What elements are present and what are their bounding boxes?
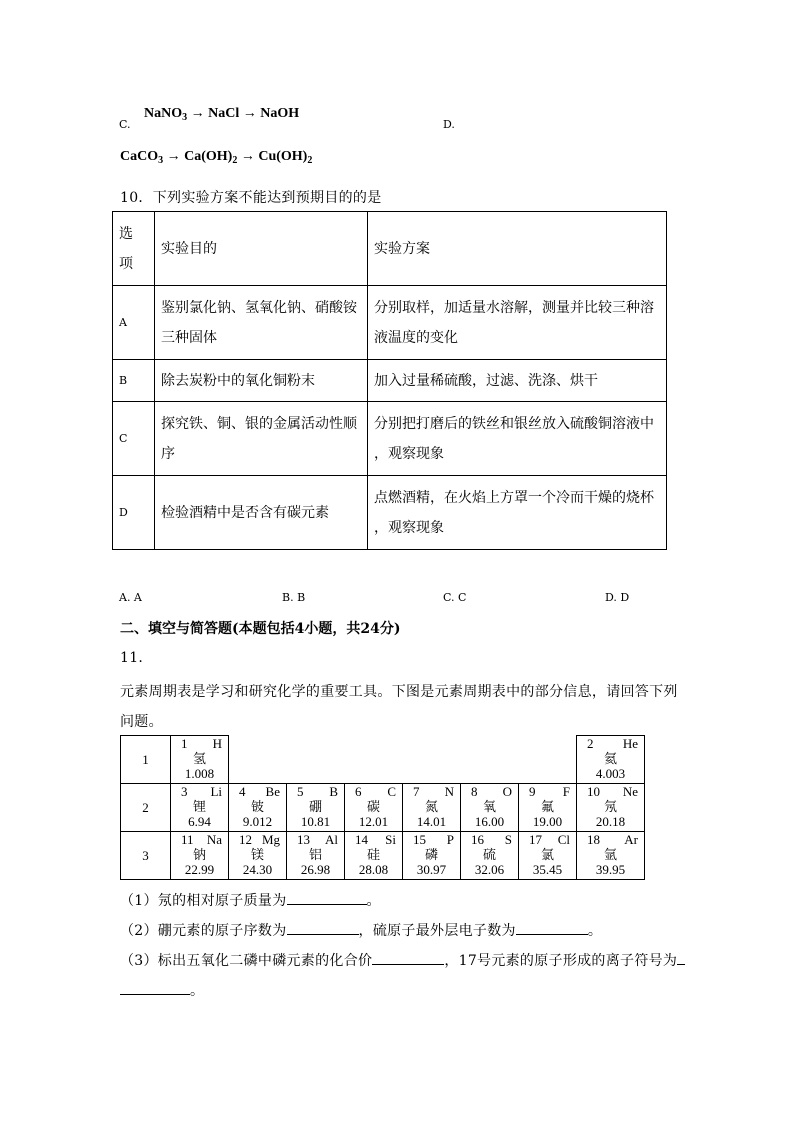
element-symbol: Na bbox=[206, 832, 222, 847]
atomic-number: 11 bbox=[181, 832, 194, 847]
element-name: 氟 bbox=[540, 799, 554, 814]
element-name: 磷 bbox=[424, 847, 438, 862]
table-row: B 除去炭粉中的氧化铜粉末 加入过量稀硫酸，过滤、洗涤、烘干 bbox=[113, 360, 667, 402]
atomic-mass: 10.81 bbox=[300, 814, 331, 829]
table-header-row bbox=[113, 212, 667, 286]
choice-c[interactable]: C. C bbox=[443, 591, 467, 604]
section-2-title: 二、填空与简答题(本题包括4小题，共24分) bbox=[120, 621, 401, 637]
atomic-mass: 16.00 bbox=[474, 814, 505, 829]
atomic-number: 9 bbox=[529, 784, 536, 799]
atomic-number: 8 bbox=[471, 784, 478, 799]
element-symbol: Ne bbox=[622, 784, 638, 799]
element-symbol: Ar bbox=[624, 832, 638, 847]
periodic-table bbox=[120, 735, 644, 879]
element-symbol: S bbox=[504, 832, 512, 847]
atomic-number: 15 bbox=[413, 832, 426, 847]
element-cell bbox=[286, 831, 345, 880]
atomic-number: 17 bbox=[529, 832, 542, 847]
element-name: 硼 bbox=[308, 799, 322, 814]
experiment-table bbox=[112, 211, 667, 550]
element-name: 铝 bbox=[308, 847, 322, 862]
atomic-number: 3 bbox=[181, 784, 188, 799]
element-name: 硅 bbox=[366, 847, 380, 862]
sub-question-3-cont: 。 bbox=[120, 980, 204, 1000]
element-name: 氢 bbox=[192, 751, 206, 766]
element-symbol: Si bbox=[385, 832, 396, 847]
arrow-right-icon: → bbox=[190, 106, 205, 121]
answer-blank[interactable] bbox=[677, 950, 685, 965]
atomic-mass: 28.08 bbox=[358, 862, 389, 877]
element-name: 钠 bbox=[192, 847, 206, 862]
arrow-right-icon: → bbox=[240, 149, 255, 164]
atomic-number: 16 bbox=[471, 832, 484, 847]
atomic-mass: 12.01 bbox=[358, 814, 389, 829]
element-name: 镁 bbox=[250, 847, 264, 862]
choice-a[interactable]: A. A bbox=[119, 591, 142, 604]
table-row: A 鉴别氯化钠、氢氧化钠、硝酸铵 三种固体 分别取样，加适量水溶解，测量并比较三种溶 液温度的变化 bbox=[113, 286, 667, 360]
sub-question-2: （2）硼元素的原子序数为 ，硫原子最外层电子数为 。 bbox=[120, 920, 602, 940]
element-cell bbox=[518, 831, 577, 880]
element-cell bbox=[228, 831, 287, 880]
element-cell bbox=[576, 783, 645, 832]
sub-question-1: （1）氖的相对原子质量为 。 bbox=[120, 890, 381, 910]
question-10-stem: 10．下列实验方案不能达到预期目的的是 bbox=[120, 190, 382, 206]
atomic-number: 13 bbox=[297, 832, 310, 847]
option-c-label: C. bbox=[119, 118, 131, 131]
atomic-mass: 6.94 bbox=[188, 814, 211, 829]
answer-blank[interactable] bbox=[287, 890, 367, 905]
element-name: 氧 bbox=[482, 799, 496, 814]
element-name: 锂 bbox=[192, 799, 206, 814]
element-cell bbox=[402, 831, 461, 880]
table-row: D 检验酒精中是否含有碳元素 点燃酒精，在火焰上方罩一个冷而干燥的烧杯 ，观察现象 bbox=[113, 476, 667, 550]
element-name: 氖 bbox=[603, 799, 617, 814]
option-c-formula: NaNO$_3$ → NaCl → NaOH bbox=[144, 106, 300, 123]
answer-blank[interactable] bbox=[120, 980, 190, 995]
choice-b[interactable]: B. B bbox=[282, 591, 306, 604]
element-cell bbox=[170, 783, 229, 832]
answer-blank[interactable] bbox=[372, 950, 444, 965]
period-label: 3 bbox=[120, 831, 171, 880]
atomic-number: 14 bbox=[355, 832, 368, 847]
header-purpose: 实验目的 bbox=[155, 212, 368, 286]
element-cell bbox=[576, 831, 645, 880]
atomic-mass: 20.18 bbox=[595, 814, 626, 829]
atomic-number: 6 bbox=[355, 784, 362, 799]
atomic-mass: 35.45 bbox=[532, 862, 563, 877]
question-11-stem: 元素周期表是学习和研究化学的重要工具。下图是元素周期表中的部分信息，请回答下列 bbox=[120, 684, 678, 700]
atomic-number: 4 bbox=[239, 784, 246, 799]
arrow-right-icon: → bbox=[242, 106, 257, 121]
option-d-label: D. bbox=[443, 118, 455, 131]
element-symbol: Li bbox=[210, 784, 222, 799]
atomic-mass: 19.00 bbox=[532, 814, 563, 829]
element-name: 碳 bbox=[366, 799, 380, 814]
atomic-number: 10 bbox=[587, 784, 600, 799]
element-symbol: C bbox=[387, 784, 396, 799]
element-cell bbox=[344, 783, 403, 832]
atomic-mass: 9.012 bbox=[242, 814, 273, 829]
atomic-mass: 30.97 bbox=[416, 862, 447, 877]
atomic-number: 1 bbox=[181, 736, 188, 751]
element-cell bbox=[576, 735, 645, 784]
element-name: 氦 bbox=[603, 751, 617, 766]
element-name: 氮 bbox=[424, 799, 438, 814]
atomic-mass: 1.008 bbox=[184, 766, 215, 781]
element-symbol: O bbox=[502, 784, 512, 799]
element-symbol: Al bbox=[325, 832, 338, 847]
atomic-number: 7 bbox=[413, 784, 420, 799]
element-cell bbox=[170, 831, 229, 880]
sub-question-3: （3）标出五氧化二磷中磷元素的化合价 ，17号元素的原子形成的离子符号为 bbox=[120, 950, 685, 970]
atomic-mass: 14.01 bbox=[416, 814, 447, 829]
header-option: 选 项 bbox=[113, 212, 155, 286]
element-cell bbox=[402, 783, 461, 832]
element-symbol: N bbox=[444, 784, 454, 799]
option-d-formula: CaCO$_3$ → $Ca(OH)_2 \to Cu(OH)_2$ bbox=[120, 149, 313, 166]
element-cell bbox=[460, 831, 519, 880]
element-cell bbox=[344, 831, 403, 880]
answer-blank[interactable] bbox=[287, 920, 359, 935]
element-symbol: Be bbox=[265, 784, 280, 799]
atomic-number: 2 bbox=[587, 736, 594, 751]
element-cell bbox=[460, 783, 519, 832]
atomic-mass: 24.30 bbox=[242, 862, 273, 877]
element-name: 硫 bbox=[482, 847, 496, 862]
element-symbol: Mg bbox=[261, 832, 280, 847]
atomic-number: 18 bbox=[587, 832, 600, 847]
period-label: 2 bbox=[120, 783, 171, 832]
atomic-number: 5 bbox=[297, 784, 304, 799]
element-symbol: P bbox=[446, 832, 454, 847]
element-cell bbox=[228, 783, 287, 832]
answer-blank[interactable] bbox=[516, 920, 588, 935]
element-cell bbox=[518, 783, 577, 832]
table-row: C 探究铁、铜、银的金属活动性顺 序 分别把打磨后的铁丝和银丝放入硫酸铜溶液中 ，观察现象 bbox=[113, 402, 667, 476]
atomic-mass: 32.06 bbox=[474, 862, 505, 877]
atomic-mass: 4.003 bbox=[595, 766, 626, 781]
question-11-stem-2: 问题。 bbox=[120, 714, 163, 730]
choice-d[interactable]: D. D bbox=[605, 591, 630, 604]
element-symbol: H bbox=[212, 736, 222, 751]
atomic-mass: 39.95 bbox=[595, 862, 626, 877]
atomic-mass: 26.98 bbox=[300, 862, 331, 877]
element-name: 氯 bbox=[540, 847, 554, 862]
element-symbol: He bbox=[622, 736, 638, 751]
element-name: 氩 bbox=[603, 847, 617, 862]
element-symbol: B bbox=[329, 784, 338, 799]
period-label: 1 bbox=[120, 735, 171, 784]
element-symbol: F bbox=[562, 784, 570, 799]
element-symbol: Cl bbox=[557, 832, 570, 847]
header-plan: 实验方案 bbox=[368, 212, 667, 286]
atomic-mass: 22.99 bbox=[184, 862, 215, 877]
atomic-number: 12 bbox=[239, 832, 252, 847]
question-11-number: 11. bbox=[120, 650, 144, 666]
element-name: 铍 bbox=[250, 799, 264, 814]
element-cell bbox=[170, 735, 229, 784]
arrow-right-icon: → bbox=[166, 149, 181, 164]
element-cell bbox=[286, 783, 345, 832]
